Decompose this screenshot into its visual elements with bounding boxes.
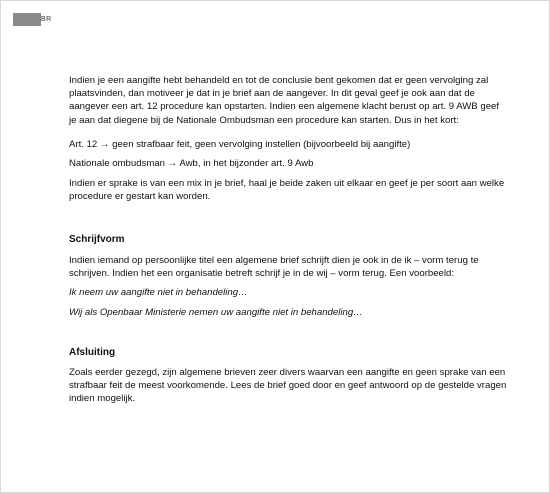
ombudsman-line: Nationale ombudsman → Awb, in het bijzonder art. 9 Awb bbox=[69, 158, 314, 169]
schrijfvorm-heading: Schrijfvorm bbox=[69, 234, 125, 245]
intro-paragraph: Indien je een aangifte hebt behandeld en tot de conclusie bent gekomen dat er geen vervolging zal plaatsvinden, dan motiveer je dat in je brief aan de aangever. In dit geval geef je ook aan dat de aangever een art. 12 procedure kan opstarten. Indien een algemene klacht berust op art. 9 AWB geef je aan dat diegene bij de Nationale Ombudsman een procedure kan starten. Dus in het kort: bbox=[69, 75, 500, 126]
example-wij-vorm: Wij als Openbaar Ministerie nemen uw aangifte niet in behandeling… bbox=[69, 307, 363, 318]
afsluiting-heading: Afsluiting bbox=[69, 347, 116, 358]
example-ik-vorm: Ik neem uw aangifte niet in behandeling… bbox=[69, 287, 248, 298]
redaction-mark: BR bbox=[41, 16, 52, 23]
mix-paragraph: Indien er sprake is van een mix in je brief, haal je beide zaken uit elkaar en geef je per soort aan welke procedure er gestart kan worden. bbox=[69, 178, 505, 203]
art12-line: Art. 12 → geen strafbaar feit, geen vervolging instellen (bijvoorbeeld bij aangifte) bbox=[69, 139, 411, 150]
afsluiting-paragraph: Zoals eerder gezegd, zijn algemene brieven zeer divers waarvan een aangifte en geen sprake van een strafbaar feit de meest voorkomende. Lees de brief goed door en geef antwoord op de gestelde vragen indien mogelijk. bbox=[69, 367, 507, 405]
redaction-block bbox=[13, 13, 41, 26]
schrijfvorm-paragraph: Indien iemand op persoonlijke titel een algemene brief schrijft dien je ook in de ik – vorm terug te schrijven. Indien het een organisatie betreft schrijf je in de wij – vorm terug. Een voorbeeld: bbox=[69, 255, 479, 280]
